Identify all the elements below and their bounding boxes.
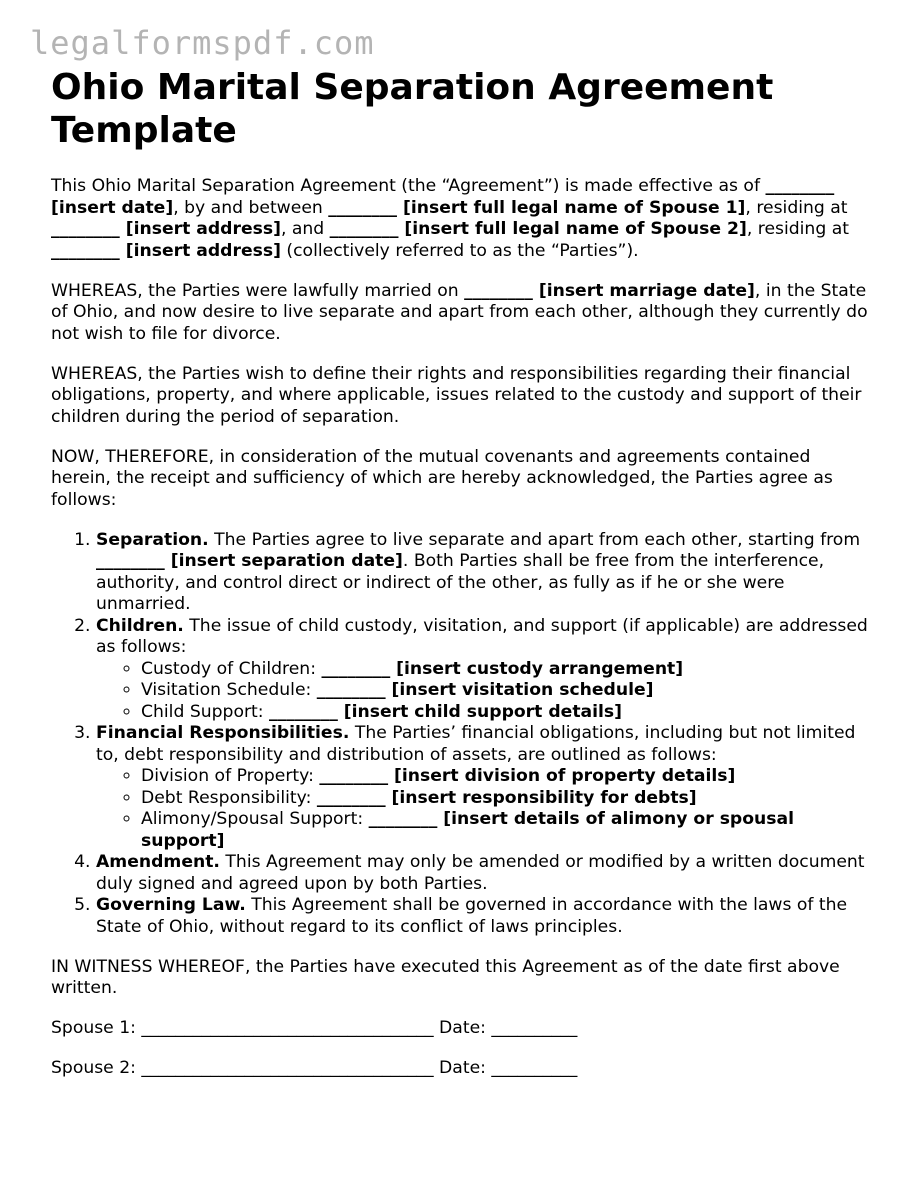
term-financial bbox=[96, 723, 871, 852]
marriage-date-field: ________ [insert marriage date] bbox=[464, 280, 755, 301]
sub-item-custody bbox=[141, 659, 871, 681]
sub-item-property bbox=[141, 766, 871, 788]
sub-item-label: Visitation Schedule: bbox=[141, 680, 317, 700]
sub-item-label: Custody of Children: bbox=[141, 658, 322, 679]
term-heading: Financial Responsibilities. bbox=[96, 723, 350, 743]
intro-text: , by and between bbox=[173, 197, 329, 218]
spouse-2-name-field: ________ [insert full legal name of Spouse 2] bbox=[329, 219, 747, 239]
sub-item-label: Child Support: bbox=[141, 701, 270, 722]
spouse-1-address-field: ________ [insert address] bbox=[51, 219, 281, 239]
term-heading: Amendment. bbox=[96, 852, 220, 872]
sub-item-label: Debt Responsibility: bbox=[141, 787, 317, 808]
whereas-text: WHEREAS, the Parties were lawfully married on bbox=[51, 280, 465, 301]
term-children bbox=[96, 616, 871, 724]
property-field: ________ [insert division of property details] bbox=[319, 766, 736, 786]
term-heading: Children. bbox=[96, 615, 184, 636]
spouse-1-name-field: ________ [insert full legal name of Spouse 1] bbox=[328, 197, 746, 218]
document-title: Ohio Marital Separation Agreement Template bbox=[51, 67, 774, 151]
sub-item-label: Division of Property: bbox=[141, 766, 320, 786]
children-sublist bbox=[96, 659, 871, 724]
sub-item-debt bbox=[141, 788, 871, 810]
signature-line-spouse-1: Spouse 1: __________________________________ Date: __________ bbox=[51, 1018, 578, 1038]
intro-text: , residing at bbox=[746, 219, 849, 239]
intro-text: (collectively referred to as the “Parties”). bbox=[280, 240, 639, 261]
financial-sublist bbox=[96, 766, 871, 852]
term-text: The issue of child custody, visitation, and support (if applicable) are addressed as follows: bbox=[96, 615, 868, 657]
sub-item-child-support bbox=[141, 702, 871, 724]
signature-line-spouse-2: Spouse 2: __________________________________ Date: __________ bbox=[51, 1058, 578, 1078]
term-text: This Agreement may only be amended or modified by a written document duly signed and agreed upon by both Parties. bbox=[96, 852, 865, 894]
visitation-field: ________ [insert visitation schedule] bbox=[316, 680, 654, 700]
child-support-field: ________ [insert child support details] bbox=[269, 701, 623, 722]
term-governing-law bbox=[96, 895, 871, 938]
spouse-2-address-field: ________ [insert address] bbox=[51, 240, 281, 261]
sub-item-alimony bbox=[141, 809, 871, 852]
term-heading: Governing Law. bbox=[96, 895, 246, 915]
whereas-marriage-paragraph bbox=[51, 281, 871, 346]
effective-date-field: ________ [insert date] bbox=[51, 176, 835, 218]
term-heading: Separation. bbox=[96, 529, 209, 550]
custody-field: ________ [insert custody arrangement] bbox=[321, 658, 684, 679]
whereas-rights-paragraph: WHEREAS, the Parties wish to define their rights and responsibilities regarding their financial obligations, property, and where applicable, issues related to the custody and support of their children during the period of separation. bbox=[51, 363, 862, 427]
term-text: . Both Parties shall be free from the interference, authority, and control direct or indirect of the other, as fully as if he or she were unmarried. bbox=[96, 551, 825, 614]
sub-item-visitation bbox=[141, 680, 871, 702]
whereas-text: , in the State of Ohio, and now desire to live separate and apart from each other, although they currently do not wish to file for divorce. bbox=[51, 280, 868, 344]
watermark: legalformspdf.com bbox=[30, 24, 375, 62]
terms-list bbox=[51, 530, 871, 939]
alimony-field: ________ [insert details of alimony or spousal support] bbox=[141, 809, 794, 851]
document-body bbox=[51, 176, 871, 1098]
intro-text: , residing at bbox=[745, 197, 848, 218]
separation-date-field: ________ [insert separation date] bbox=[96, 551, 403, 571]
now-therefore-paragraph: NOW, THEREFORE, in consideration of the mutual covenants and agreements contained herein, the receipt and sufficiency of which are hereby acknowledged, the Parties agree as follows: bbox=[51, 446, 833, 510]
term-text: The Parties’ financial obligations, including but not limited to, debt responsibility and distribution of assets, are outlined as follows: bbox=[96, 723, 856, 765]
intro-text: This Ohio Marital Separation Agreement (the “Agreement”) is made effective as of bbox=[51, 176, 766, 196]
witness-paragraph: IN WITNESS WHEREOF, the Parties have executed this Agreement as of the date first above written. bbox=[51, 956, 840, 998]
intro-paragraph bbox=[51, 176, 871, 262]
debt-field: ________ [insert responsibility for debts] bbox=[316, 787, 697, 808]
term-separation bbox=[96, 530, 871, 616]
term-amendment bbox=[96, 852, 871, 895]
intro-text: , and bbox=[280, 219, 330, 239]
term-text: The Parties agree to live separate and apart from each other, starting from bbox=[208, 529, 861, 550]
term-text: This Agreement shall be governed in accordance with the laws of the State of Ohio, without regard to its conflict of laws principles. bbox=[96, 895, 848, 937]
sub-item-label: Alimony/Spousal Support: bbox=[141, 809, 369, 829]
